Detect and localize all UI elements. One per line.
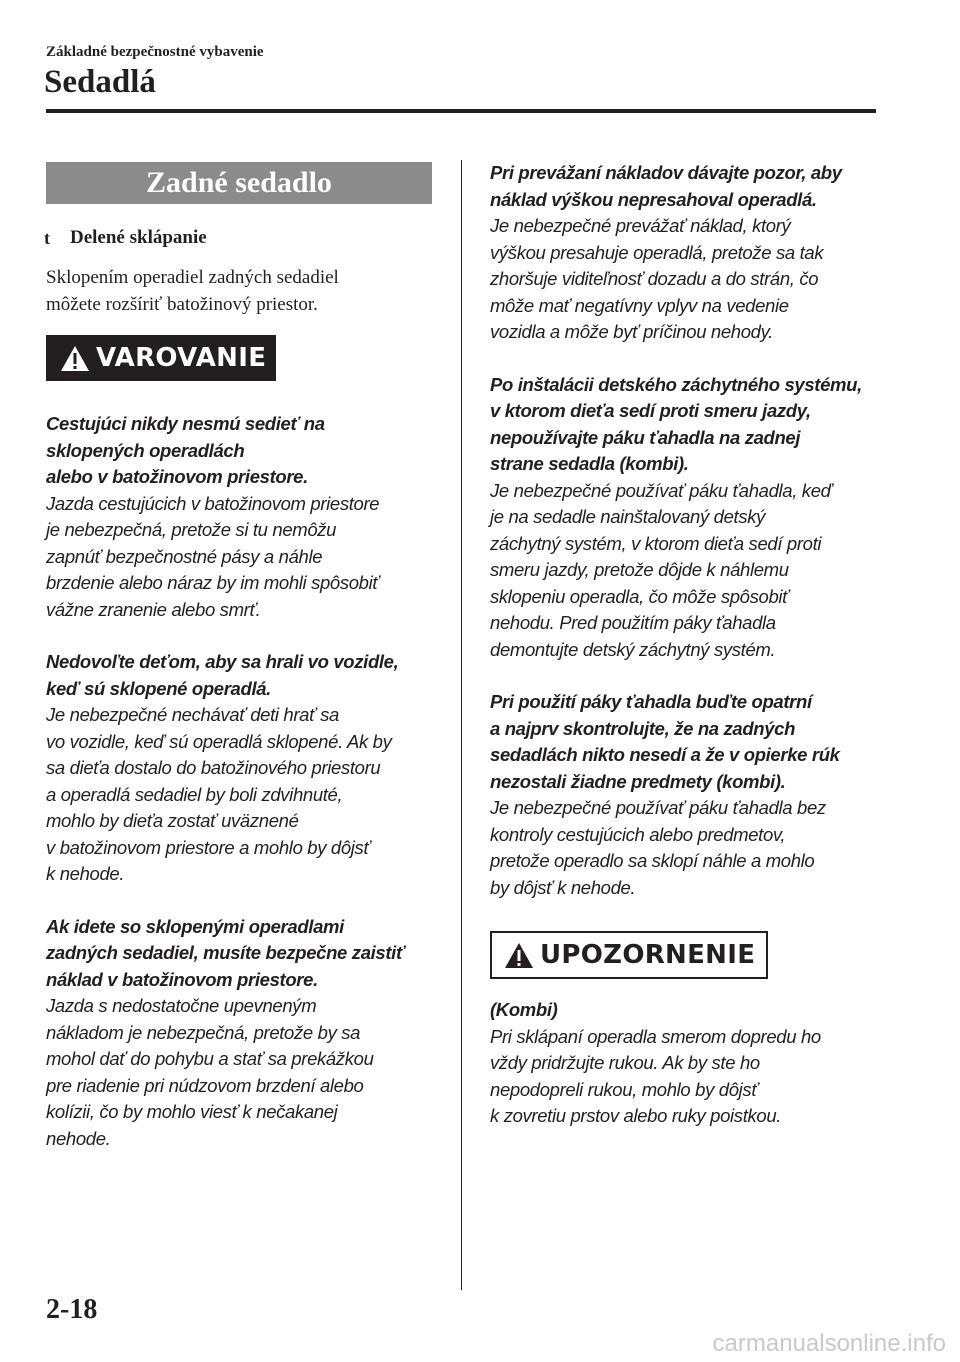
note-body-line: vo vozidle, keď sú operadlá sklopené. Ak by [46, 730, 392, 752]
note-heading-line: a najprv skontrolujte, že na zadných [490, 717, 796, 739]
note-body-line: a operadlá sedadiel by boli zdvihnuté, [46, 783, 343, 805]
page-number: 2-18 [46, 1294, 98, 1325]
note-body-line: záchytný systém, v ktorom dieťa sedí proti [490, 532, 822, 554]
note-heading-line: zadných sedadiel, musíte bezpečne zaistiť [46, 942, 405, 963]
warning-note [46, 411, 434, 623]
note-heading-line: Ak idete so sklopenými operadlami [46, 915, 344, 937]
note-body-line: Je nebezpečné používať páku ťahadla bez [490, 797, 826, 818]
note-body-line: výškou presahuje operadlá, pretože sa tak [490, 241, 824, 263]
note-body-line: Je nebezpečné používať páku ťahadla, keď [490, 479, 832, 501]
note-body-line: je nebezpečná, pretože si tu nemôžu [46, 519, 337, 540]
right-column [490, 160, 885, 1130]
note-body-line: vážne zranenie alebo smrť. [46, 598, 261, 620]
subheading-bullet: t [44, 227, 50, 248]
note-body-line: demontujte detský záchytný systém. [490, 638, 776, 660]
note-heading-line: sedadlách nikto nesedí a že v opierke rúk [490, 744, 840, 765]
note-heading-line: nepoužívajte páku ťahadla na zadnej [490, 426, 801, 448]
note-body-line: zhoršuje viditeľnosť dozadu a do strán, čo [490, 268, 819, 289]
header-rule [46, 109, 876, 113]
caution-note [490, 997, 885, 1130]
note-body-line: pretože operadlo sa sklopí náhle a mohlo [490, 850, 815, 871]
note-body-line: je na sedadle nainštalovaný detský [490, 506, 766, 527]
caution-label-box [490, 931, 768, 979]
note-body-line: môže mať negatívny vplyv na vedenie [490, 294, 789, 316]
note-heading-line: keď sú sklopené operadlá. [46, 677, 271, 699]
note-body-line: zapnúť bezpečnostné pásy a náhle [46, 545, 323, 567]
note-body-line: kontroly cestujúcich alebo predmetov, [490, 823, 786, 845]
note-body-line: v batožinovom priestore a mohlo by dôjsť [46, 836, 370, 858]
note-body-line: smeru jazdy, pretože dôjde k náhlemu [490, 559, 789, 580]
note-heading-line: strane sedadla (kombi). [490, 453, 689, 474]
warning-triangle-icon [504, 942, 534, 969]
note-heading-line: sklopených operadlách [46, 439, 245, 461]
note-body-line: nákladom je nebezpečná, pretože by sa [46, 1021, 361, 1043]
caution-heading: (Kombi) [490, 999, 558, 1020]
running-head: Základné bezpečnostné vybavenie [46, 44, 264, 60]
subheading [46, 226, 434, 250]
note-heading-line: Po inštalácii detského záchytného systému, [490, 373, 862, 395]
warning-note [46, 914, 434, 1153]
note-body-line: mohol dať do pohybu a stať sa prekážkou [46, 1048, 374, 1069]
note-body-line: sa dieťa dostalo do batožinového priestoru [46, 757, 381, 778]
caution-body-line: Pri sklápaní operadla smerom dopredu ho [490, 1025, 821, 1047]
left-column [46, 162, 434, 1152]
note-body-line: sklopeniu operadla, čo môže spôsobiť [490, 585, 789, 607]
note-heading-line: Pri použití páky ťahadla buďte opatrní [490, 691, 812, 712]
note-heading-line: Pri prevážaní nákladov dávajte pozor, aby [490, 162, 842, 183]
subheading-text: Delené sklápanie [70, 227, 207, 248]
caution-label: UPOZORNENIE [540, 940, 756, 970]
warning-note [490, 372, 885, 664]
note-body-line: nehode. [46, 1127, 111, 1149]
note-body-line: kolízii, čo by mohlo viesť k nečakanej [46, 1101, 338, 1122]
chapter-title: Sedadlá [44, 64, 156, 100]
note-body-line: mohlo by dieťa zostať uväznené [46, 810, 299, 831]
note-heading-line: Cestujúci nikdy nesmú sedieť na [46, 413, 325, 434]
warning-label: VAROVANIE [96, 343, 267, 373]
intro-line: Sklopením operadiel zadných sedadiel [46, 267, 339, 288]
note-body-line: vozidla a môže byť príčinou nehody. [490, 321, 773, 342]
note-heading-line: náklad výškou nepresahoval operadlá. [490, 188, 817, 210]
caution-body-line: vždy pridržujte rukou. Ak by ste ho [490, 1052, 760, 1073]
note-body-line: Jazda s nedostatočne upevneným [46, 995, 317, 1016]
intro-paragraph [46, 264, 434, 318]
column-divider [461, 160, 462, 1290]
note-body-line: Je nebezpečné prevážať náklad, ktorý [490, 215, 791, 236]
warning-note [490, 689, 885, 901]
intro-line: môžete rozšíriť batožinový priestor. [46, 294, 318, 315]
note-body-line: brzdenie alebo náraz by im mohli spôsobiť [46, 572, 379, 593]
section-title-bar: Zadné sedadlo [46, 162, 432, 204]
caution-body-line: nepodopreli rukou, mohlo by dôjsť [490, 1078, 758, 1100]
note-body-line: Je nebezpečné nechávať deti hrať sa [46, 704, 339, 725]
note-body-line: k nehode. [46, 863, 125, 884]
note-heading-line: v ktorom dieťa sedí proti smeru jazdy, [490, 400, 811, 421]
warning-notes-right [490, 160, 885, 901]
warning-note [46, 649, 434, 888]
note-heading-line: alebo v batožinovom priestore. [46, 466, 308, 487]
caution-body-line: k zovretiu prstov alebo ruky poistkou. [490, 1105, 782, 1126]
note-body-line: Jazda cestujúcich v batožinovom priestore [46, 492, 380, 514]
note-body-line: pre riadenie pri núdzovom brzdení alebo [46, 1074, 364, 1096]
warning-note [490, 160, 885, 346]
note-heading-line: nezostali žiadne predmety (kombi). [490, 770, 786, 792]
watermark: carmanualsonline.info [712, 1330, 946, 1357]
warning-triangle-icon [60, 345, 90, 372]
warning-notes-left [46, 411, 434, 1152]
note-heading-line: Nedovoľte deťom, aby sa hrali vo vozidle, [46, 651, 399, 672]
warning-label-box [46, 335, 276, 381]
note-heading-line: náklad v batožinovom priestore. [46, 968, 318, 990]
note-body-line: nehodu. Pred použitím páky ťahadla [490, 612, 776, 633]
note-body-line: by dôjsť k nehode. [490, 876, 636, 898]
